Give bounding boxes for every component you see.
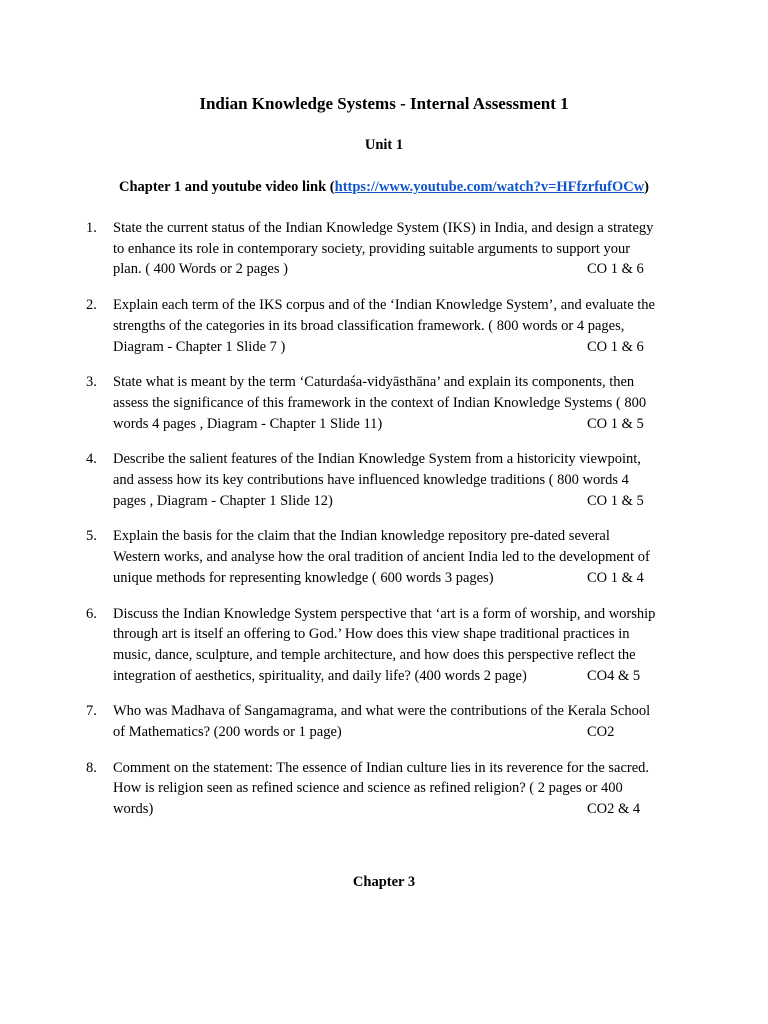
question-line: of Mathematics? (200 words or 1 page) [113,724,342,741]
question-text [113,295,679,357]
chapter-3-heading: Chapter 3 [352,874,416,890]
question-line: music, dance, sculpture, and temple architecture, and how does this perspective reflect the [113,646,636,663]
question-list [86,218,686,820]
question-last-line [113,722,679,743]
question-text [113,526,679,588]
document-title: Indian Knowledge Systems - Internal Assessment 1 [199,94,569,113]
unit-heading: Unit 1 [364,137,404,153]
question-line: Explain the basis for the claim that the Indian knowledge repository pre-dated several [113,528,610,545]
course-outcome-label: CO2 [587,724,615,741]
question-item [86,758,686,820]
question-line: Describe the salient features of the Indian Knowledge System from a historicity viewpoint, [113,451,641,468]
course-outcome-label: CO 1 & 5 [587,492,644,509]
question-line: Western works, and analyse how the oral tradition of ancient India led to the development of [113,549,650,566]
question-line: unique methods for representing knowledge ( 600 words 3 pages) [113,569,494,586]
course-outcome-label: CO 1 & 6 [587,338,644,355]
course-outcome-label: CO 1 & 6 [587,261,644,278]
question-line: strengths of the categories in its broad classification framework. ( 800 words or 4 pages, [113,317,625,334]
question-last-line [113,491,679,512]
question-number: 5. [86,528,97,545]
course-outcome-label: CO4 & 5 [587,667,641,684]
question-line: Discuss the Indian Knowledge System perspective that ‘art is a form of worship, and worship [113,605,656,622]
question-line: words) [113,801,154,818]
question-text [113,449,679,511]
question-item [86,604,686,687]
chapter-intro-close: ) [644,179,650,195]
question-number: 8. [86,759,97,776]
chapter-intro-line [0,176,768,198]
question-line: Explain each term of the IKS corpus and of the ‘Indian Knowledge System’, and evaluate the [113,297,655,314]
course-outcome-label: CO 1 & 5 [587,415,644,432]
question-line: Diagram - Chapter 1 Slide 7 ) [113,338,286,355]
question-line: assess the significance of this framework in the context of Indian Knowledge Systems ( 800 [113,394,647,411]
course-outcome-label: CO2 & 4 [587,801,641,818]
question-line: Comment on the statement: The essence of Indian culture lies in its reverence for the sacred. [113,759,650,776]
chapter-intro-text: Chapter 1 and youtube video link ( [118,179,335,195]
question-line: integration of aesthetics, spirituality, and daily life? (400 words 2 page) [113,667,527,684]
youtube-video-link[interactable]: https://www.youtube.com/watch?v=HFfzrfufOCw [334,179,645,195]
question-line: to enhance its role in contemporary society, providing suitable arguments to support your [113,240,631,257]
question-line: through art is itself an offering to God.’ How does this view shape traditional practices in [113,626,630,643]
question-line: and assess how its key contributions have influenced knowledge traditions ( 800 words 4 [113,472,629,489]
question-item [86,526,686,588]
question-text [113,701,679,742]
question-number: 1. [86,220,97,236]
course-outcome-label: CO 1 & 4 [587,569,644,586]
question-item [86,449,686,511]
question-text [113,218,679,280]
question-item [86,218,686,280]
question-last-line [113,337,679,358]
question-number: 7. [86,703,97,720]
question-last-line [113,666,679,687]
question-item [86,701,686,742]
question-line: Who was Madhava of Sangamagrama, and what were the contributions of the Kerala School [113,703,651,720]
question-text [113,758,679,820]
question-last-line [113,568,679,589]
question-line: pages , Diagram - Chapter 1 Slide 12) [113,492,333,509]
question-item [86,372,686,434]
question-text [113,604,679,687]
question-line: How is religion seen as refined science and science as refined religion? ( 2 pages or 400 [113,780,623,797]
question-number: 6. [86,605,97,622]
question-last-line [113,799,679,820]
question-line: plan. ( 400 Words or 2 pages ) [113,261,288,278]
question-last-line [113,414,679,435]
question-line: State what is meant by the term ‘Caturdaśa-vidyāsthāna’ and explain its components, then [113,374,635,391]
question-number: 4. [86,451,97,468]
question-number: 3. [86,374,97,391]
question-number: 2. [86,297,97,314]
question-item [86,295,686,357]
question-text [113,372,679,434]
question-last-line [113,259,679,280]
question-line: words 4 pages , Diagram - Chapter 1 Slide 11) [113,415,383,432]
question-line: State the current status of the Indian Knowledge System (IKS) in India, and design a strategy [113,220,654,236]
